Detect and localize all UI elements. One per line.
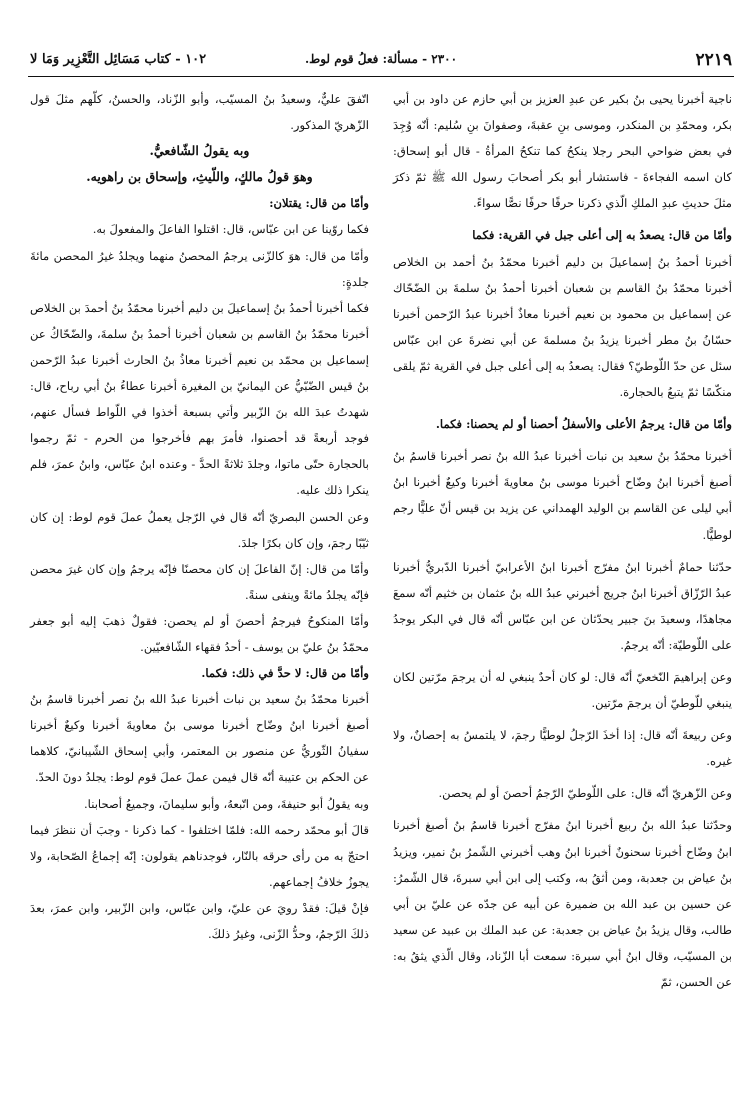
paragraph: أخبرنا محمّدُ بنُ سعيد بن نبات أخبرنا عبدُ الله بنُ نصر أخبرنا قاسمُ بنُ أصبغ أخبرنا ابنُ وضّاح أخبرنا موسى بنُ معاويةَ أخبرنا وكيعٌ أخبرنا ابنُ أبي ليلى عن القاسم بن الوليد الهمداني عن يزيد بن قيس أنّ عليًّا رجم لوطيًّا. — [393, 449, 732, 542]
left-column — [30, 86, 369, 947]
section-heading: وأمّا من قال: لا حدَّ في ذلك: فكما. — [201, 666, 369, 681]
paragraph: فكما أخبرنا أحمدُ بنُ إسماعيلَ بن دليم أخبرنا محمّدُ بنُ أحمدَ بن الخلاص أخبرنا محمّدُ بنُ القاسم بن شعبان أخبرنا أحمدُ بنُ سلمةَ، والضّحّاكُ عن إسماعيل بن محمّد بن نعيم أخبرنا معاذُ بنُ الحارث أخبرنا عبدُ الرّحمن بنُ قيس الضّبّيُّ عن اليمانيّ بن المغيرة أخبرنا عطاءُ بنُ أبي رباح، قال: شهدتُ عبدَ الله بنَ الزّبير وأتي بسبعة أخذوا في اللّواط فسأل عنهم، فوجد أربعةً قد أحصنوا، فأمرَ بهم فأخرجوا من الحرم - ثمّ رجموا بالحجارة حتّى ماتوا، وجلدَ ثلاثةً الحدَّ - وعنده ابنُ عبّاس، وابنُ عمرَ، فلم ينكرا ذلك عليه. — [30, 300, 369, 498]
paragraph: وحدّثنا عبدُ الله بنُ ربيع أخبرنا ابنُ مفرّج أخبرنا قاسمُ بنُ أصبغ أخبرنا ابنُ وضّاح أخبرنا سحنونٌ أخبرنا ابنُ وهب أخبرني الشّمرُ بنُ نمير، ويزيدُ بنُ عياض بن جعدبة، ومن أثقُ به، وكتب إلى ابن أبي سبرةَ، قال الشّمرُ: عن حسين بن عبد الله بن ضميرة عن أبيه عن جدّه عن عليّ بن أبي طالب، وقال يزيدُ بنُ عياض بن جعدبة: عن عبد الملك بن عبيد عن سعيد بن المسيّب، وقال ابنُ أبي سبرة: سمعت أبا الزّناد، وقال الّذي يثقُ به: عن الحسن، ثمّ — [393, 818, 732, 989]
right-column — [393, 86, 732, 995]
paragraph: وأمّا من قال: هوَ كالزّنى يرجمُ المحصنُ منهما ويجلدُ غيرُ المحصن مائةَ جلدةٍ: — [30, 248, 369, 289]
section-heading: وأمّا من قال: يصعدُ به إلى أعلى جبل في القرية: فكما — [472, 228, 732, 243]
running-header — [28, 50, 734, 77]
header-title: ٢٣٠٠ - مسألة: فعلُ قوم لوط. — [304, 52, 458, 66]
paragraph: وبه يقولُ أبو حنيفةَ، ومن اتّبعهُ، وأبو سليمانَ، وجميعُ أصحابنا. — [83, 796, 369, 811]
section-heading: وأمّا من قال: يقتلان: — [269, 196, 369, 211]
paragraph: وعن ربيعةَ أنّه قال: إذا أخذَ الرّجلُ لوطيًّا رجمَ، لا يلتمسُ به إحصانٌ، ولا غيره. — [393, 728, 732, 769]
opinion-heading: وهوَ قولُ مالكٍ، واللّيثِ، وإسحاق بن راهويه. — [86, 169, 313, 185]
paragraph: فإنْ قيلَ: فقدْ رويَ عن عليّ، وابن عبّاس، وابن الزّبير، وابن عمرَ، بعدَ ذلكَ الرّجمُ، وحدُّ الزّنى، وغيرُ ذلكَ. — [30, 900, 369, 941]
paragraph: وأمّا من قال: إنّ الفاعلَ إن كان محصنًا فإنّه يرجمُ وإن كان غيرَ محصن فإنّه يجلدُ مائةً وينفى سنةً. — [30, 561, 369, 602]
page-number: ٢٢١٩ — [695, 50, 732, 70]
paragraph: أخبرنا أحمدُ بنُ إسماعيلَ بن دليم أخبرنا محمّدُ بنُ أحمد بن الخلاص أخبرنا محمّدُ بنُ القاسم بن شعبان أخبرنا أحمدُ بنُ سلمةَ بن الضّحّاك عن إسماعيل بن محمود بن نعيم أخبرنا معاذٌ أخبرنا عبدُ الرّحمن أخبرنا حسّانُ بنُ مطر أخبرنا يزيدُ بنُ مسلمةَ عن أبي نضرةَ عن ابن عبّاس سئل عن حدّ اللّوطيّ؟ فقال: يصعدُ به إلى أعلى جبل في القرية ثمّ يلقى منكّسًا ثمّ يتبعُ بالحجارة. — [393, 254, 732, 400]
paragraph: وعن الحسن البصريّ أنّه قال في الرّجل يعملُ عملَ قوم لوط: إن كان ثيّبًا رجمَ، وإن كان بكرًا جلدَ. — [30, 509, 369, 550]
opinion-heading: وبه يقولُ الشّافعيُّ. — [149, 143, 250, 159]
book-title: ١٠٢ - كتاب مَسَائِل التَّعْزِير وَمَا لا — [30, 52, 207, 67]
paragraph: وعن الزّهريّ أنّه قال: على اللّوطيّ الرّجمُ أحصنَ أو لم يحصن. — [438, 786, 732, 801]
paragraph: وأمّا المنكوحُ فيرجمُ أحصنَ أو لم يحصن: فقولٌ ذهبَ إليه أبو جعفر محمّدُ بنُ عليّ بن يوسف - أحدُ فقهاء الشّافعيّين. — [30, 613, 369, 654]
paragraph: ناجية أخبرنا يحيى بنُ بكير عن عبدِ العزيز بن أبي حازم عن داود بن أبي بكر، ومحمّدِ بن المنكدر، وموسى بنِ عقبةَ، وصفوانَ بنِ سُليم: أنّه وُجِدَ في بعض ضواحي البحر رجلا ينكحُ كما تنكحُ المرأةُ - قال أبو إسحاق: كان اسمه الفجاءةَ - فاستشار أبو بكر أصحابَ رسول الله ﷺ ثمّ ذكرَ مثلَ حديثِ عبدِ الملكِ الّذي ذكرنا حرفًا حرفًا نصًّا سواءً. — [393, 92, 732, 211]
paragraph: أخبرنا محمّدُ بنُ سعيد بن نبات أخبرنا عبدُ الله بنُ نصر أخبرنا قاسمُ بنُ أصبغ أخبرنا ابنُ وضّاح أخبرنا موسى بنُ معاويةَ أخبرنا وكيعٌ أخبرنا سفيانُ الثّوريُّ عن منصور بن المعتمر، وأبي إسحاق الشّيبانيّ، كلاهما عن الحكم بن عتيبة أنّه قال فيمن عملَ عملَ قوم لوط: يجلدُ دونَ الحدّ. — [30, 692, 369, 785]
section-heading: وأمّا من قال: يرجمُ الأعلى والأسفلُ أحصنا أو لم يحصنا: فكما. — [435, 417, 732, 432]
paragraph: قالَ أبو محمّد رحمه الله: فلمّا اختلفوا - كما ذكرنا - وجبَ أن ننظرَ فيما احتجّ به من رأى حرقه بالنّار، فوجدناهم يقولون: إنّه إجماعُ الصّحابة، ولا يجوزُ خلافُ إجماعهم. — [30, 822, 369, 889]
paragraph: وعن إبراهيمَ النّخعيّ أنّه قال: لو كان أحدٌ ينبغي له أن يرجمَ مرّتين لكان ينبغي للّوطيّ أن يرجمَ مرّتين. — [393, 669, 732, 711]
paragraph: فكما روّينا عن ابن عبّاس، قال: اقتلوا الفاعلَ والمفعولَ به. — [92, 222, 369, 237]
paragraph: اتّفقَ عليٌّ، وسعيدُ بنُ المسيّب، وأبو الزّناد، والحسنُ، كلّهم مثلَ قول الزّهريّ المذكور. — [30, 92, 369, 133]
paragraph: حدّثنا حمامٌ أخبرنا ابنُ مفرّج أخبرنا ابنُ الأعرابيّ أخبرنا الدّبريُّ أخبرنا عبدُ الرّزّاق أخبرنا ابنُ جريج أخبرني عبدُ الله بنُ عثمان بن خثيم أنّه سمعَ مجاهدًا، وسعيدَ بنَ جبير يحدّثان عن ابن عبّاس أنّه قال في البكر يوجدُ على اللّوطيّة: أنّه يرجمُ. — [393, 559, 732, 652]
